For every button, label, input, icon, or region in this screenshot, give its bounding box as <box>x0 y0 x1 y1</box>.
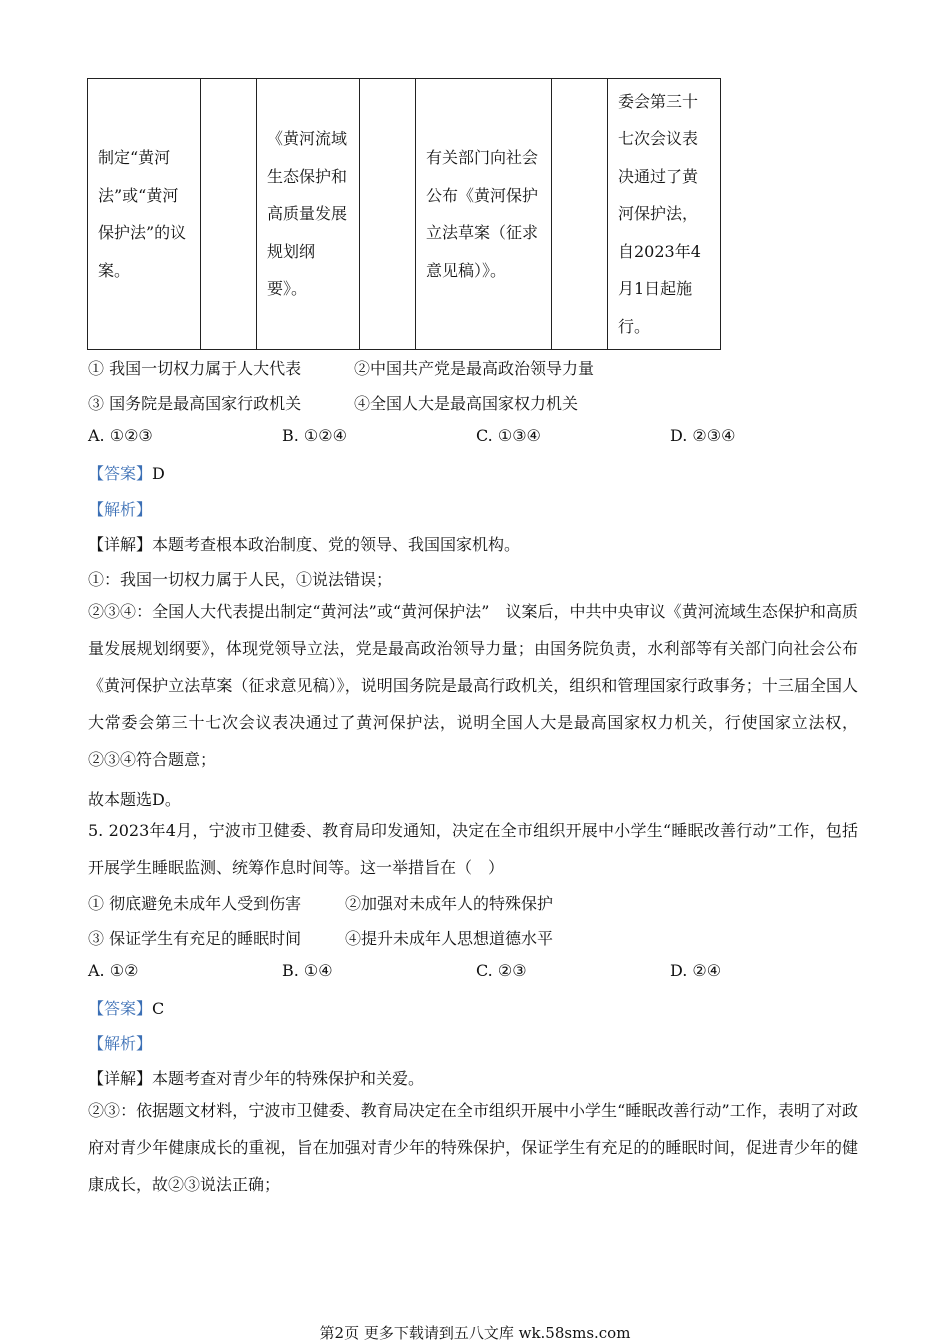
q4-detail-line <box>88 532 520 555</box>
detail-label: 【详解】 <box>88 1069 153 1088</box>
detail-label: 【详解】 <box>88 535 153 554</box>
q4-analysis-point-2: ②③④：全国人大代表提出制定“黄河法”或“黄河保护法” 议案后，中共中央审议《黄河流域生态保护和高质量发展规划纲要》，体现党领导立法，党是最高政治领导力量；由国务院负责，水利部等有关部门向社会公布《黄河保护立法草案（征求意见稿）》，说明国务院是最高行政机关，组织和管理国家行政事务；十三届全国人大常委会第三十七次会议表决通过了黄河保护法，说明全国人大是最高国家权力机关，行使国家立法权，②③④符合题意； <box>88 602 858 769</box>
q5-option-c: C. ②③ <box>476 961 527 980</box>
table-cell-empty <box>201 79 257 350</box>
answer-value: C <box>152 999 165 1018</box>
answer-value: D <box>152 464 165 483</box>
q4-option-b: B. ①②④ <box>282 426 347 445</box>
table-cell-passed: 委会第三十七次会议表决通过了黄河保护法，自2023年4月1日起施行。 <box>608 79 721 350</box>
answer-label: 【答案】 <box>88 999 153 1018</box>
q5-option-b: B. ①④ <box>282 961 333 980</box>
q4-statement-1: ① 我国一切权力属于人大代表 <box>88 359 302 378</box>
table-cell-empty <box>552 79 608 350</box>
page-footer: 第2页 更多下载请到五八文库 wk.58sms.com <box>319 1324 631 1342</box>
q5-detail-line <box>88 1066 424 1089</box>
yellow-river-law-timeline-table <box>87 78 721 350</box>
table-row <box>88 79 721 350</box>
q5-analysis-label: 【解析】 <box>88 1034 153 1053</box>
detail-text: 本题考查对青少年的特殊保护和关爱。 <box>152 1069 425 1088</box>
q4-analysis-label: 【解析】 <box>88 500 153 519</box>
q5-statement-2: ②加强对未成年人的特殊保护 <box>345 894 554 913</box>
q5-statement-1: ① 彻底避免未成年人受到伤害 <box>88 894 302 913</box>
q5-statement-3: ③ 保证学生有充足的睡眠时间 <box>88 929 302 948</box>
q4-statement-3: ③ 国务院是最高国家行政机关 <box>88 394 302 413</box>
table-cell-plan: 《黄河流域生态保护和高质量发展规划纲要》。 <box>257 79 360 350</box>
q4-statement-2: ②中国共产党是最高政治领导力量 <box>354 359 595 378</box>
q5-answer-line <box>88 996 164 1019</box>
q4-conclusion: 故本题选D。 <box>88 790 181 809</box>
q4-answer-line <box>88 461 165 484</box>
q5-statement-4: ④提升未成年人思想道德水平 <box>345 929 554 948</box>
q5-analysis-point-1: ②③：依据题文材料，宁波市卫健委、教育局决定在全市组织开展中小学生“睡眠改善行动”工作，表明了对政府对青少年健康成长的重视，旨在加强对青少年的特殊保护，保证学生有充足的的睡眠时间，促进青少年的健康成长，故②③说法正确； <box>88 1101 858 1194</box>
table-cell-empty <box>360 79 416 350</box>
table-cell-draft: 有关部门向社会公布《黄河保护立法草案（征求意见稿）》。 <box>416 79 552 350</box>
q4-statement-4: ④全国人大是最高国家权力机关 <box>354 394 579 413</box>
q5-option-a: A. ①② <box>88 961 139 980</box>
q5-stem: 5. 2023年4月，宁波市卫健委、教育局印发通知，决定在全市组织开展中小学生“睡眠改善行动”工作，包括开展学生睡眠监测、统筹作息时间等。这一举措旨在（ ） <box>88 821 858 877</box>
q5-option-d: D. ②④ <box>670 961 722 980</box>
q4-option-c: C. ①③④ <box>476 426 541 445</box>
q4-option-a: A. ①②③ <box>88 426 153 445</box>
table-cell-proposal: 制定“黄河法”或“黄河保护法”的议案。 <box>88 79 201 350</box>
q4-option-d: D. ②③④ <box>670 426 736 445</box>
q4-analysis-point-1: ①：我国一切权力属于人民，①说法错误； <box>88 570 393 589</box>
detail-text: 本题考查根本政治制度、党的领导、我国国家机构。 <box>152 535 521 554</box>
answer-label: 【答案】 <box>88 464 153 483</box>
